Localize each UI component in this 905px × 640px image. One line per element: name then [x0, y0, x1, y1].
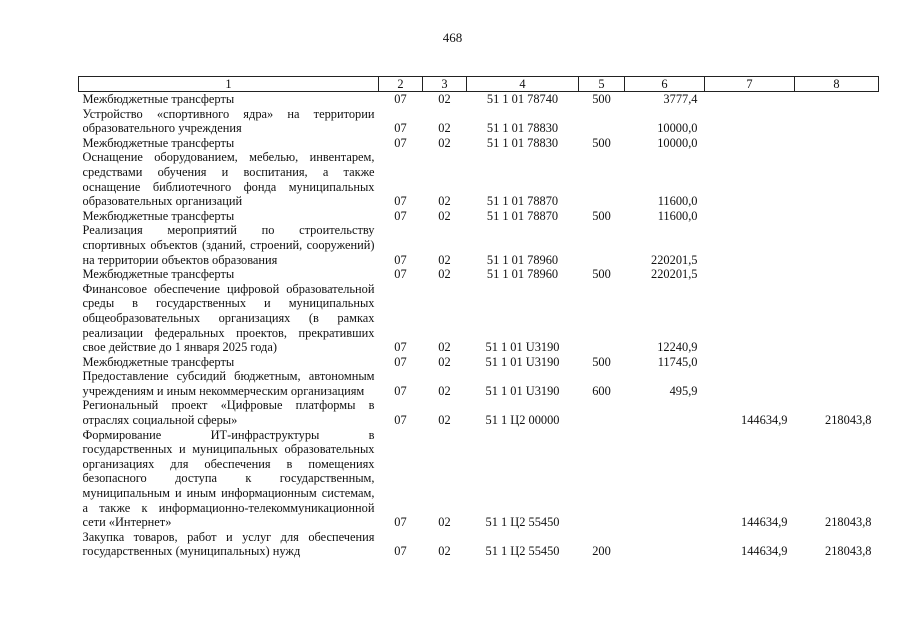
row-name-cell: Устройство «спортивного ядра» на территории образовательного учреждения — [82, 106, 375, 136]
table-row — [79, 150, 879, 208]
section-code-cell: 07 — [394, 92, 407, 106]
amount-col6-cell: 11600,0 — [657, 208, 698, 223]
expense-type-cell: 500 — [592, 208, 611, 223]
amount-col7-cell: 144634,9 — [741, 515, 788, 530]
subsection-code-cell: 02 — [438, 194, 451, 209]
section-code-cell: 07 — [394, 340, 407, 355]
expense-type-cell — [579, 398, 625, 427]
amount-col8-cell — [795, 267, 879, 282]
row-name-cell: Межбюджетные трансферты — [82, 267, 235, 282]
table-row — [79, 369, 879, 398]
section-code-cell: 07 — [394, 267, 407, 282]
subsection-code-cell: 02 — [438, 413, 451, 428]
budget-table — [78, 76, 879, 559]
expense-type-cell: 600 — [592, 383, 611, 398]
subsection-code-cell: 02 — [438, 267, 451, 282]
amount-col8-cell — [795, 136, 879, 151]
amount-col6-cell: 220201,5 — [651, 252, 698, 267]
amount-col6-cell — [625, 428, 705, 530]
amount-col8-cell — [795, 355, 879, 370]
amount-col8-cell — [795, 209, 879, 224]
column-header: 7 — [705, 77, 795, 92]
amount-col7-cell — [705, 369, 795, 398]
amount-col8-cell — [795, 92, 879, 107]
amount-col7-cell — [705, 136, 795, 151]
section-code-cell: 07 — [394, 194, 407, 209]
amount-col7-cell — [705, 355, 795, 370]
target-article-cell: 51 1 01 78740 — [486, 92, 559, 106]
subsection-code-cell: 02 — [438, 208, 451, 223]
row-name-cell: Закупка товаров, работ и услуг для обеспечения государственных (муниципальных) нужд — [82, 529, 375, 559]
row-name-cell: Формирование ИТ-инфраструктуры в государственных и муниципальных образовательных организациях для обеспечения в помещениях безопасного доступа к государственным, муниципальным и иным информационным системам, а также к информационно-телекоммуникационной сети «Интернет» — [82, 427, 375, 530]
table-body — [79, 92, 879, 560]
amount-col6-cell: 12240,9 — [657, 340, 698, 355]
column-header: 1 — [79, 77, 379, 92]
section-code-cell: 07 — [394, 354, 407, 369]
expense-type-cell — [579, 428, 625, 530]
section-code-cell: 07 — [394, 383, 407, 398]
column-header: 3 — [423, 77, 467, 92]
expense-type-cell: 500 — [592, 135, 611, 150]
column-header: 4 — [467, 77, 579, 92]
section-code-cell: 07 — [394, 413, 407, 428]
table-row — [79, 267, 879, 282]
column-header: 5 — [579, 77, 625, 92]
section-code-cell: 07 — [394, 121, 407, 136]
amount-col8-cell: 218043,8 — [825, 515, 872, 530]
subsection-code-cell: 02 — [438, 252, 451, 267]
amount-col8-cell — [795, 369, 879, 398]
table-row — [79, 428, 879, 530]
subsection-code-cell: 02 — [438, 383, 451, 398]
amount-col6-cell: 3777,4 — [663, 92, 698, 106]
expense-type-cell: 200 — [592, 544, 611, 559]
subsection-code-cell: 02 — [438, 121, 451, 136]
expense-type-cell: 500 — [592, 267, 611, 282]
amount-col8-cell — [795, 150, 879, 208]
amount-col7-cell — [705, 107, 795, 136]
expense-type-cell — [579, 282, 625, 355]
amount-col6-cell: 11745,0 — [657, 354, 698, 369]
section-code-cell: 07 — [394, 544, 407, 559]
target-article-cell: 51 1 01 U3190 — [485, 354, 560, 369]
table-row — [79, 530, 879, 559]
table-row — [79, 223, 879, 267]
amount-col8-cell — [795, 282, 879, 355]
amount-col8-cell: 218043,8 — [825, 544, 872, 559]
subsection-code-cell: 02 — [438, 354, 451, 369]
target-article-cell: 51 1 01 78960 — [486, 267, 559, 282]
amount-col6-cell: 10000,0 — [657, 135, 698, 150]
expense-type-cell — [579, 150, 625, 208]
table-header-row — [79, 77, 879, 92]
table-row — [79, 136, 879, 151]
row-name-cell: Межбюджетные трансферты — [82, 208, 235, 223]
target-article-cell: 51 1 01 78960 — [486, 252, 559, 267]
column-header: 2 — [379, 77, 423, 92]
row-name-cell: Реализация мероприятий по строительству спортивных объектов (зданий, строений, сооружений) на территории объектов образования — [82, 223, 375, 267]
amount-col8-cell — [795, 107, 879, 136]
amount-col6-cell — [625, 398, 705, 427]
row-name-cell: Региональный проект «Цифровые платформы в отраслях социальной сферы» — [82, 398, 375, 428]
row-name-cell: Финансовое обеспечение цифровой образовательной среды в государственных и муниципальных общеобразовательных организациях (в рамках реализации федеральных проектов, прекративших свое действие до 1 января 2025 года) — [82, 281, 375, 355]
section-code-cell: 07 — [394, 135, 407, 150]
amount-col6-cell: 11600,0 — [657, 194, 698, 209]
row-name-cell: Межбюджетные трансферты — [82, 92, 235, 106]
section-code-cell: 07 — [394, 252, 407, 267]
target-article-cell: 51 1 01 U3190 — [485, 340, 560, 355]
target-article-cell: 51 1 01 78870 — [486, 208, 559, 223]
target-article-cell: 51 1 01 78830 — [486, 121, 559, 136]
subsection-code-cell: 02 — [438, 515, 451, 530]
target-article-cell: 51 1 Ц2 00000 — [485, 413, 560, 428]
row-name-cell: Предоставление субсидий бюджетным, автономным учреждениям и иным некоммерческим организациям — [82, 369, 375, 398]
amount-col6-cell: 495,9 — [669, 383, 698, 398]
subsection-code-cell: 02 — [438, 135, 451, 150]
subsection-code-cell: 02 — [438, 340, 451, 355]
amount-col8-cell — [795, 223, 879, 267]
page-number: 468 — [442, 30, 463, 45]
subsection-code-cell: 02 — [438, 544, 451, 559]
amount-col7-cell — [705, 267, 795, 282]
amount-col7-cell — [705, 150, 795, 208]
table-row — [79, 355, 879, 370]
column-header: 6 — [625, 77, 705, 92]
amount-col7-cell — [705, 223, 795, 267]
amount-col7-cell — [705, 92, 795, 107]
table-row — [79, 398, 879, 427]
section-code-cell: 07 — [394, 208, 407, 223]
column-header: 8 — [795, 77, 879, 92]
table-row — [79, 92, 879, 107]
table-row — [79, 282, 879, 355]
amount-col7-cell: 144634,9 — [741, 544, 788, 559]
row-name-cell: Оснащение оборудованием, мебелью, инвентарем, средствами обучения и воспитания, а также оснащение библиотечного фонда муниципальных образовательных организаций — [82, 150, 375, 209]
amount-col6-cell — [625, 530, 705, 559]
expense-type-cell: 500 — [592, 92, 611, 106]
amount-col8-cell: 218043,8 — [825, 413, 872, 428]
target-article-cell: 51 1 Ц2 55450 — [485, 544, 560, 559]
table-row — [79, 209, 879, 224]
amount-col7-cell — [705, 282, 795, 355]
section-code-cell: 07 — [394, 515, 407, 530]
amount-col6-cell: 220201,5 — [651, 267, 698, 282]
expense-type-cell: 500 — [592, 354, 611, 369]
target-article-cell: 51 1 01 78830 — [486, 135, 559, 150]
subsection-code-cell: 02 — [438, 92, 451, 106]
amount-col6-cell: 10000,0 — [657, 121, 698, 136]
target-article-cell: 51 1 01 U3190 — [485, 383, 560, 398]
row-name-cell: Межбюджетные трансферты — [82, 354, 235, 369]
amount-col7-cell: 144634,9 — [741, 413, 788, 428]
expense-type-cell — [579, 223, 625, 267]
row-name-cell: Межбюджетные трансферты — [82, 135, 235, 150]
table-row — [79, 107, 879, 136]
amount-col7-cell — [705, 209, 795, 224]
target-article-cell: 51 1 01 78870 — [486, 194, 559, 209]
expense-type-cell — [579, 107, 625, 136]
target-article-cell: 51 1 Ц2 55450 — [485, 515, 560, 530]
